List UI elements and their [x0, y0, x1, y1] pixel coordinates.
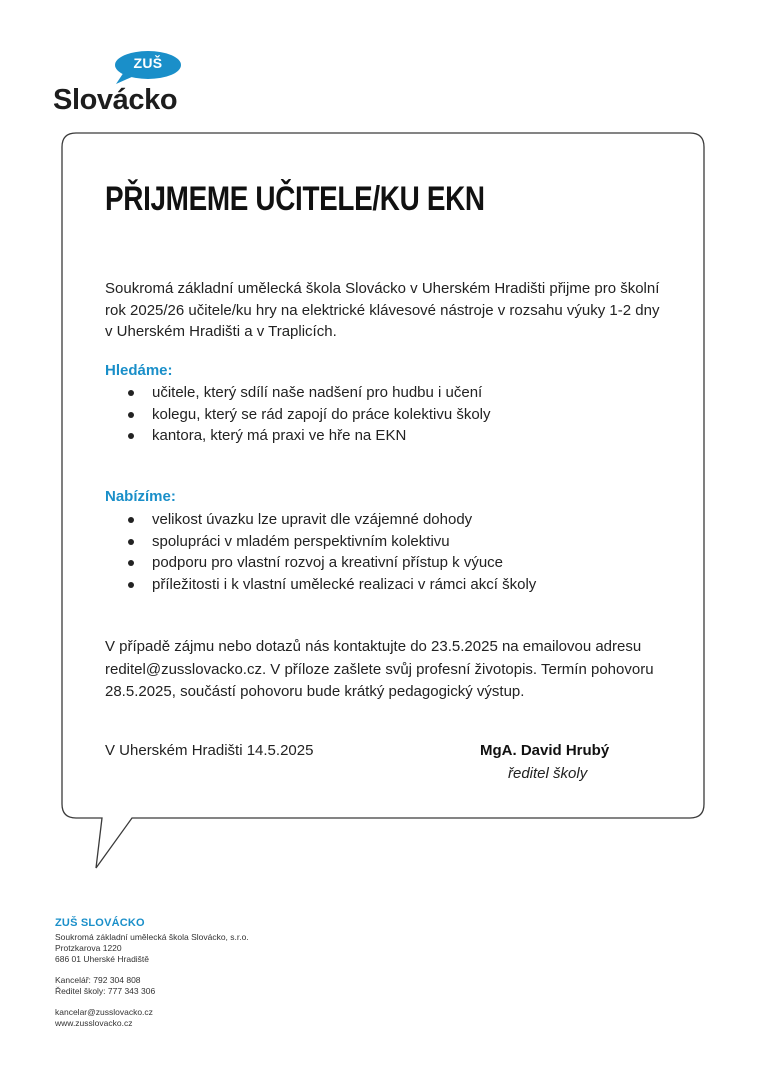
footer-org: Soukromá základní umělecká škola Slovácko, s.r.o.	[55, 932, 249, 942]
footer-director-phone: Ředitel školy: 777 343 306	[55, 986, 156, 996]
footer-office-phone: Kancelář: 792 304 808	[55, 975, 141, 985]
footer-city: 686 01 Uherské Hradiště	[55, 954, 150, 964]
list-item	[128, 574, 536, 596]
footer	[55, 917, 249, 1029]
signature-role: ředitel školy	[508, 765, 588, 782]
bullet-icon	[128, 517, 134, 523]
list-item-text: spolupráci v mladém perspektivním kolektivu	[152, 532, 450, 550]
logo-badge-text: ZUŠ	[133, 55, 163, 71]
bullet-icon	[128, 433, 134, 439]
footer-title: ZUŠ SLOVÁCKO	[55, 917, 145, 929]
list-item	[128, 382, 491, 404]
bullet-icon	[128, 539, 134, 545]
list-item	[128, 552, 536, 574]
footer-website: www.zusslovacko.cz	[55, 1018, 133, 1028]
list-item-text: kolegu, který se rád zapojí do práce kolektivu školy	[152, 405, 491, 423]
seeking-list	[128, 382, 491, 447]
intro-paragraph: Soukromá základní umělecká škola Slovácko v Uherském Hradišti přijme pro školní rok 2025/26 učitele/ku hry na elektrické klávesové nástroje v rozsahu výuky 1-2 dny v Uherském Hradišti a v Traplicích.	[105, 280, 660, 340]
list-item-text: kantora, který má praxi ve hře na EKN	[152, 427, 407, 444]
footer-street: Protzkarova 1220	[55, 943, 122, 953]
list-item	[128, 404, 491, 426]
list-item	[128, 509, 536, 531]
logo-wordmark: Slovácko	[53, 84, 178, 116]
list-item-text: velikost úvazku lze upravit dle vzájemné dohody	[152, 511, 473, 528]
seeking-heading: Hledáme:	[105, 362, 173, 379]
offering-list	[128, 509, 536, 595]
list-item-text: podporu pro vlastní rozvoj a kreativní přístup k výuce	[152, 554, 504, 571]
offering-heading: Nabízíme:	[105, 488, 176, 505]
contact-paragraph: V případě zájmu nebo dotazů nás kontaktujte do 23.5.2025 na emailovou adresu reditel@zusslovacko.cz. V příloze zašlete svůj profesní životopis. Termín pohovoru 28.5.2025, součástí pohovoru bude krátký pedagogický výstup.	[105, 638, 654, 700]
footer-email: kancelar@zusslovacko.cz	[55, 1007, 153, 1017]
list-item	[128, 425, 491, 447]
signature-name: MgA. David Hrubý	[480, 742, 610, 759]
bullet-icon	[128, 390, 134, 396]
list-item-text: učitele, který sdílí naše nadšení pro hudbu i učení	[152, 384, 483, 401]
bullet-icon	[128, 412, 134, 418]
bullet-icon	[128, 582, 134, 588]
page-title: PŘIJMEME UČITELE/KU EKN	[105, 180, 485, 218]
place-date: V Uherském Hradišti 14.5.2025	[105, 742, 314, 759]
bullet-icon	[128, 560, 134, 566]
list-item-text: příležitosti i k vlastní umělecké realizaci v rámci akcí školy	[152, 575, 537, 593]
list-item	[128, 531, 536, 553]
